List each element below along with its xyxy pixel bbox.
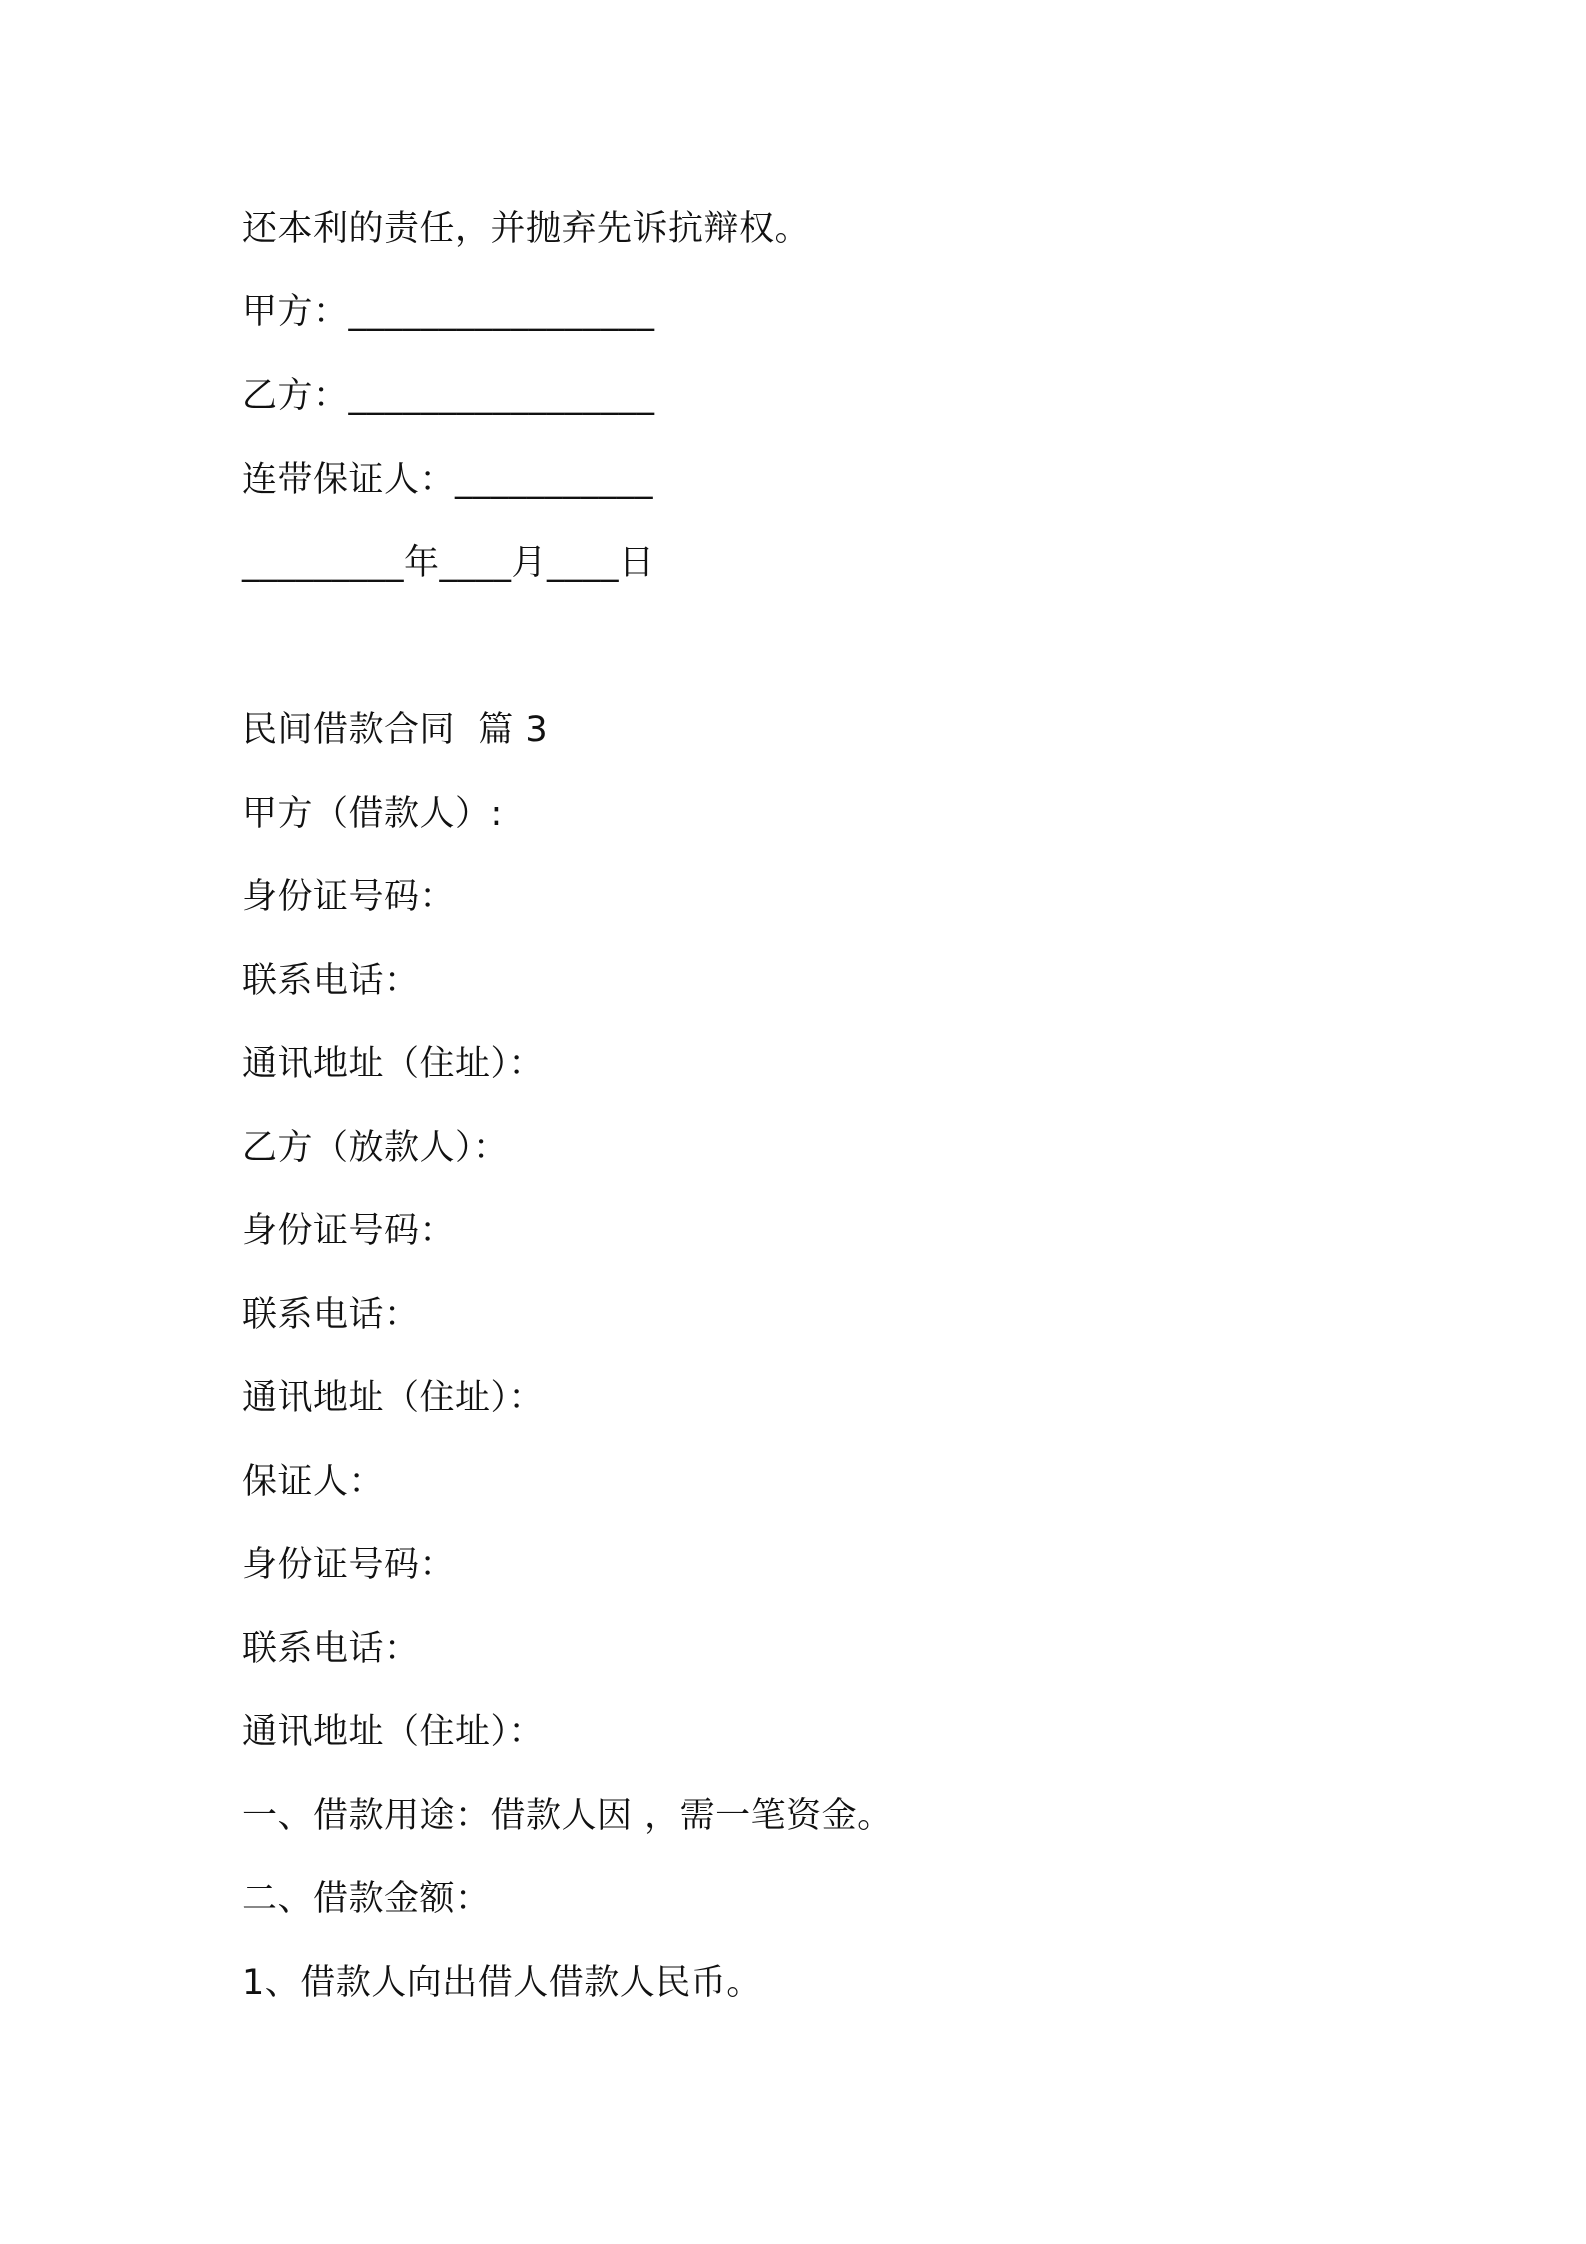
clause-loan-amount: 二、借款金额：	[242, 1879, 491, 1919]
section-title: 民间借款合同 篇 3	[242, 710, 549, 750]
text-line-phone: 联系电话：	[242, 1629, 420, 1669]
text-line-party-a-signature: 甲方：_________________	[242, 292, 655, 332]
clause-loan-amount-item-1: 1、借款人向出借人借款人民币。	[242, 1963, 762, 2003]
text-line-party-b-lender: 乙方（放款人）：	[242, 1128, 509, 1168]
text-line-id-number: 身份证号码：	[242, 1211, 456, 1251]
text-line-phone: 联系电话：	[242, 961, 420, 1001]
text-line-guarantor-signature: 连带保证人：___________	[242, 460, 654, 500]
text-line-address: 通讯地址（住址）：	[242, 1044, 545, 1084]
text-line-guarantor: 保证人：	[242, 1462, 385, 1502]
clause-loan-purpose: 一、借款用途：借款人因 ，需一笔资金。	[242, 1796, 893, 1836]
text-line-phone: 联系电话：	[242, 1295, 420, 1335]
text-line-party-a-borrower: 甲方（借款人）:	[242, 794, 503, 834]
text-line-party-b-signature: 乙方：_________________	[242, 376, 655, 416]
text-line-id-number: 身份证号码：	[242, 877, 456, 917]
text-line-date: _________年____月____日	[242, 543, 655, 583]
text-line-liability: 还本利的责任，并抛弃先诉抗辩权。	[242, 209, 811, 249]
text-line-address: 通讯地址（住址）：	[242, 1712, 545, 1752]
text-line-id-number: 身份证号码：	[242, 1545, 456, 1585]
text-line-address: 通讯地址（住址）：	[242, 1378, 545, 1418]
